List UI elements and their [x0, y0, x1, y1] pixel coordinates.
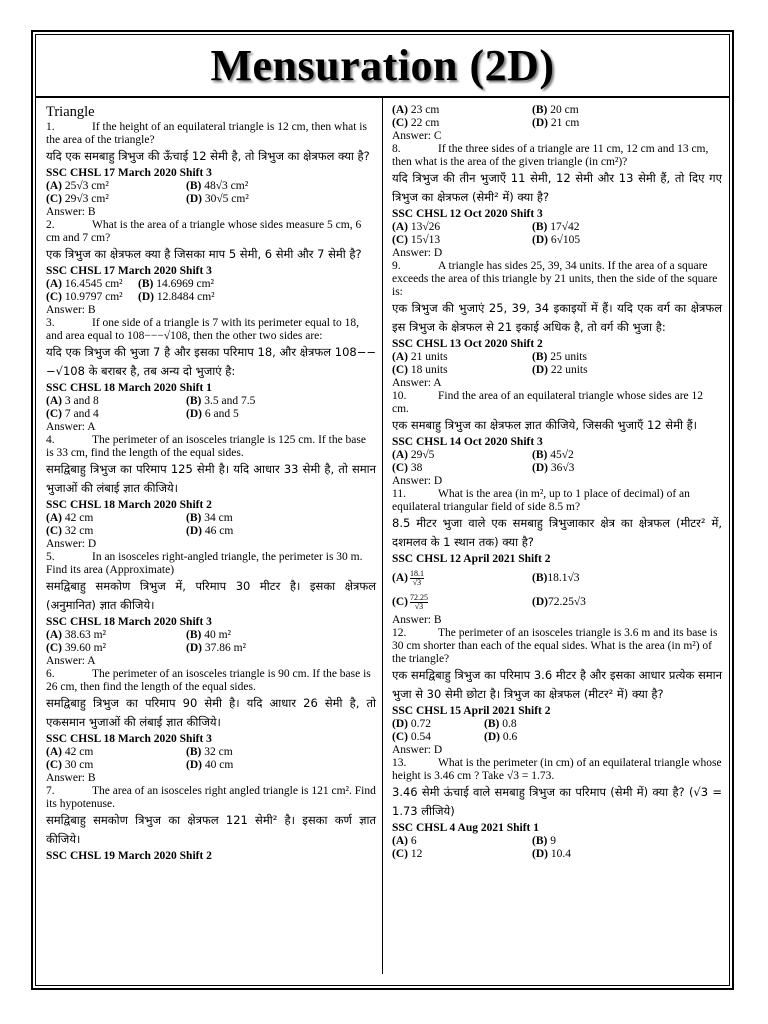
option	[46, 525, 186, 538]
option-value: 3.5 and 7.5	[204, 395, 256, 407]
option-label: (B)	[532, 449, 548, 461]
question-block	[46, 219, 376, 317]
exam-source: SSC CHSL 17 March 2020 Shift 3	[46, 167, 212, 179]
question-text-hi: यदि एक समबाहु त्रिभुज की ऊँचाई 12 सेमी है, तो त्रिभुज का क्षेत्रफल क्या है?	[46, 149, 370, 163]
question-en: Find the area of an equilateral triangle whose sides are 12 cm.	[392, 390, 704, 415]
option	[46, 180, 186, 193]
question-number: 7.	[46, 785, 55, 797]
option-label: (C)	[392, 364, 408, 376]
option-value: 0.54	[410, 731, 431, 743]
question-number: 4.	[46, 434, 55, 446]
option-value: 21 units	[410, 351, 448, 363]
option-value: 23 cm	[410, 104, 440, 116]
option-value: 39.60 m²	[64, 642, 106, 654]
option-label: (A)	[392, 835, 408, 847]
question-block	[392, 143, 722, 260]
question-text-en	[392, 757, 722, 783]
option	[186, 408, 376, 421]
option-value: 30√5 cm²	[204, 193, 249, 205]
option	[46, 408, 186, 421]
option-value: 10.4	[550, 848, 571, 860]
option-label: (A)	[392, 449, 408, 461]
fraction	[410, 570, 424, 587]
option-value: 20 cm	[550, 104, 579, 116]
option-label: (D)	[532, 462, 548, 474]
option-label: (A)	[392, 351, 408, 363]
question-en: In an isosceles right-angled triangle, the perimeter is 30 m. Find its area (Approximate)	[46, 551, 363, 576]
option	[138, 278, 378, 291]
option	[186, 512, 376, 525]
question-text-en	[46, 219, 376, 245]
option-value: 6	[410, 835, 417, 847]
options-grid	[392, 351, 722, 377]
answer-line: Answer: B	[46, 304, 96, 316]
question-en: A triangle has sides 25, 39, 34 units. If the area of a square exceeds the area of this triangle by 21 units, then the side of the square is:	[392, 260, 718, 298]
option-value: 6√105	[550, 234, 581, 246]
option	[138, 291, 378, 304]
option-label: (C)	[392, 595, 408, 608]
option	[186, 759, 376, 772]
fraction	[410, 594, 428, 611]
option	[392, 449, 532, 462]
option	[46, 629, 186, 642]
option-label: (D)	[532, 234, 548, 246]
option-value: 0.6	[502, 731, 518, 743]
option-value: 10.9797 cm²	[64, 291, 123, 303]
option-label: (C)	[392, 462, 408, 474]
question-number: 2.	[46, 219, 55, 231]
option-value: 42 cm	[64, 512, 94, 524]
question-number: 13.	[392, 757, 407, 769]
option-value: 29√3 cm²	[64, 193, 109, 205]
option-label: (C)	[46, 291, 62, 303]
option-label: (B)	[532, 571, 548, 584]
question-block	[392, 757, 722, 861]
option	[186, 180, 376, 193]
question-number: 5.	[46, 551, 55, 563]
option-value: 21 cm	[550, 117, 580, 129]
option	[532, 117, 722, 130]
option	[532, 104, 722, 117]
exam-source: SSC CHSL 18 March 2020 Shift 2	[46, 499, 212, 511]
question-text-en	[46, 668, 376, 694]
option	[392, 364, 532, 377]
answer-line: Answer: B	[46, 206, 96, 218]
option-value: 46 cm	[204, 525, 234, 537]
option-label: (A)	[46, 395, 62, 407]
question-text-en	[392, 143, 722, 169]
option-value: 15√13	[410, 234, 441, 246]
question-text-en	[392, 488, 722, 514]
exam-source: SSC CHSL 18 March 2020 Shift 3	[46, 616, 212, 628]
numerator: 72.25	[409, 592, 428, 602]
exam-source: SSC CHSL 17 March 2020 Shift 3	[46, 265, 212, 277]
option-label: (A)	[392, 571, 408, 584]
question-number: 6.	[46, 668, 55, 680]
option-label: (A)	[46, 512, 62, 524]
option-value: 6 and 5	[204, 408, 239, 420]
question-text-en	[392, 627, 722, 666]
option	[46, 278, 138, 291]
right-column	[392, 104, 722, 861]
option-value: 29√5	[410, 449, 435, 461]
option-label: (D)	[532, 848, 548, 860]
options-grid	[46, 180, 376, 206]
question-block	[392, 260, 722, 390]
option	[532, 351, 722, 364]
option	[186, 629, 376, 642]
question-en: If the height of an equilateral triangle is 12 cm, then what is the area of the triangle?	[46, 121, 367, 146]
exam-source: SSC CHSL 4 Aug 2021 Shift 1	[392, 822, 539, 834]
option-value: 38.63 m²	[64, 629, 106, 641]
question-en: What is the area (in m², up to 1 place of decimal) of an equilateral triangular field of side 8.5 m?	[392, 488, 690, 513]
exam-source: SSC CHSL 19 March 2020 Shift 2	[46, 850, 212, 862]
option-value: 25√3 cm²	[64, 180, 109, 192]
option-label: (D)	[186, 193, 202, 205]
question-number: 11.	[392, 488, 406, 500]
option-value: 38	[410, 462, 423, 474]
option	[532, 364, 722, 377]
question-text-hi: यदि त्रिभुज की तीन भुजाएँ 11 सेमी, 12 सेमी और 13 सेमी हैं, तो दिए गए त्रिभुज का क्षेत्रफल (सेमी² में) क्या है?	[392, 171, 722, 204]
options-grid	[46, 746, 376, 772]
option-label: (B)	[138, 278, 154, 290]
question-text-en	[392, 260, 722, 299]
option-value: 0.72	[410, 718, 431, 730]
option	[46, 395, 186, 408]
option	[46, 193, 186, 206]
question-text-hi: एक समद्विबाहु त्रिभुज का परिमाप 3.6 मीटर है और इसका आधार प्रत्येक समान भुजा से 30 सेमी छोटा है। त्रिभुज का क्षेत्रफल (मीटर² में) क्या है?	[392, 668, 722, 701]
question-text-hi: एक त्रिभुज का क्षेत्रफल क्या है जिसका माप 5 सेमी, 6 सेमी और 7 सेमी है?	[46, 247, 362, 261]
options-grid	[392, 449, 722, 475]
option	[186, 642, 376, 655]
question-text-en	[46, 434, 376, 460]
option-label: (B)	[186, 395, 202, 407]
option-label: (D)	[532, 117, 548, 129]
answer-line: Answer: B	[392, 614, 442, 626]
option-label: (D)	[532, 364, 548, 376]
answer-line: Answer: C	[392, 130, 442, 142]
option	[532, 462, 722, 475]
question-block	[392, 627, 722, 757]
title-band	[35, 34, 730, 98]
denominator: √3	[414, 601, 424, 611]
option-value: 14.6969 cm²	[156, 278, 214, 290]
option-label: (D)	[532, 595, 548, 608]
option	[46, 746, 186, 759]
option	[186, 746, 376, 759]
question-en: What is the perimeter (in cm) of an equilateral triangle whose height is 3.46 cm ? Take √3 = 1.73.	[392, 757, 722, 782]
option-value: 0.8	[502, 718, 517, 730]
option	[392, 104, 532, 117]
option	[484, 718, 724, 731]
option	[392, 117, 532, 130]
question-block	[46, 434, 376, 551]
option	[186, 193, 376, 206]
option-value: 18 units	[410, 364, 448, 376]
option-value: 32 cm	[64, 525, 94, 537]
question-en: If one side of a triangle is 7 with its perimeter equal to 18, and area equal to 108−−−√108, then the other two sides are:	[46, 317, 359, 342]
options-grid	[392, 718, 722, 744]
option-value: 18.1√3	[547, 571, 580, 584]
answer-line: Answer: D	[392, 475, 443, 487]
option-label: (B)	[484, 718, 500, 730]
column-divider	[382, 98, 383, 974]
option-label: (C)	[392, 848, 408, 860]
option-label: (D)	[186, 642, 202, 654]
option	[392, 731, 484, 744]
question-block	[46, 317, 376, 434]
exam-source: SSC CHSL 13 Oct 2020 Shift 2	[392, 338, 543, 350]
option	[392, 718, 484, 731]
answer-line: Answer: D	[46, 538, 97, 550]
exam-source: SSC CHSL 12 April 2021 Shift 2	[392, 553, 551, 565]
options-grid	[392, 835, 722, 861]
option-label: (B)	[532, 221, 548, 233]
option-label: (A)	[46, 746, 62, 758]
option-label: (A)	[46, 180, 62, 192]
option-value: 32 cm	[204, 746, 233, 758]
option-value: 40 m²	[204, 629, 231, 641]
option-value: 9	[550, 835, 556, 847]
question-block	[46, 121, 376, 219]
option-label: (B)	[186, 746, 202, 758]
question-text-hi: समद्विबाहु समकोण त्रिभुज का क्षेत्रफल 121 सेमी² है। इसका कर्ण ज्ञात कीजिये।	[46, 813, 376, 846]
option-value: 12.8484 cm²	[156, 291, 215, 303]
option-value: 3 and 8	[64, 395, 99, 407]
answer-line: Answer: B	[46, 772, 96, 784]
option-label: (A)	[46, 629, 62, 641]
option	[532, 449, 722, 462]
answer-line: Answer: A	[392, 377, 442, 389]
option-value: 12	[410, 848, 423, 860]
option-value: 30 cm	[64, 759, 94, 771]
question-text-hi: यदि एक त्रिभुज की भुजा 7 है और इसका परिमाप 18, और क्षेत्रफल 108−−−√108 के बराबर है, तब अन्य दो भुजाएं है:	[46, 345, 376, 378]
option-label: (D)	[186, 408, 202, 420]
option	[392, 462, 532, 475]
option-label: (A)	[392, 104, 408, 116]
denominator: √3	[412, 577, 422, 587]
question-text-en	[46, 317, 376, 343]
question-text-hi: एक समबाहु त्रिभुज का क्षेत्रफल ज्ञात कीजिये, जिसकी भुजाएँ 12 सेमी हैं।	[392, 418, 698, 432]
numerator: 18.1	[409, 568, 424, 578]
option	[532, 848, 722, 861]
question-en: If the three sides of a triangle are 11 cm, 12 cm and 13 cm, then what is the area of the given triangle (in cm²)?	[392, 143, 709, 168]
question-number: 8.	[392, 143, 401, 155]
option	[532, 590, 722, 614]
option	[532, 835, 722, 848]
option-value: 72.25√3	[547, 595, 586, 608]
option-label: (C)	[46, 408, 62, 420]
option	[484, 731, 724, 744]
question-en: The perimeter of an isosceles triangle is 90 cm. If the base is 26 cm, then find the length of the equal sides.	[46, 668, 371, 693]
answer-line: Answer: D	[392, 744, 443, 756]
option	[392, 590, 532, 614]
option-label: (B)	[532, 104, 548, 116]
option-label: (B)	[186, 512, 202, 524]
option-value: 13√26	[410, 221, 441, 233]
section-heading: Triangle	[46, 104, 95, 120]
question-number: 1.	[46, 121, 55, 133]
question-text-hi: 3.46 सेमी ऊंचाई वाले समबाहु त्रिभुज का परिमाप (सेमी में) क्या है? (√3 = 1.73 लीजिये)	[392, 785, 722, 818]
exam-source: SSC CHSL 18 March 2020 Shift 3	[46, 733, 212, 745]
option-value: 36√3	[550, 462, 575, 474]
option-value: 25 units	[550, 351, 587, 363]
option	[392, 848, 532, 861]
option	[46, 512, 186, 525]
option-label: (C)	[392, 731, 408, 743]
option	[532, 566, 722, 590]
option	[46, 291, 138, 304]
question-en: The perimeter of an isosceles triangle is 125 cm. If the base is 33 cm, find the length of the equal sides.	[46, 434, 366, 459]
option	[46, 759, 186, 772]
question-text-hi: समद्विबाहु त्रिभुज का परिमाप 90 सेमी है। यदि आधार 26 सेमी है, तो एकसमान भुजाओं की लंबाई ज्ञात कीजिये।	[46, 696, 376, 729]
question-block	[46, 785, 376, 863]
question-text-hi: एक त्रिभुज की भुजाएं 25, 39, 34 इकाइयों में हैं। यदि एक वर्ग का क्षेत्रफल इस त्रिभुज के क्षेत्रफल से 21 इकाई अधिक है, तो वर्ग की भुजा है:	[392, 301, 722, 334]
option	[532, 234, 722, 247]
question-text-en	[46, 785, 376, 811]
option-label: (C)	[392, 234, 408, 246]
option-label: (D)	[392, 718, 408, 730]
answer-line: Answer: D	[392, 247, 443, 259]
question-block	[46, 551, 376, 668]
options-grid	[46, 278, 376, 304]
option	[392, 566, 532, 590]
option-value: 34 cm	[204, 512, 233, 524]
left-column	[46, 104, 376, 863]
option-label: (A)	[392, 221, 408, 233]
question-text-en	[46, 551, 376, 577]
option-label: (D)	[186, 759, 202, 771]
exam-source: SSC CHSL 18 March 2020 Shift 1	[46, 382, 212, 394]
exam-source: SSC CHSL 15 April 2021 Shift 2	[392, 705, 551, 717]
question-text-hi: समद्विबाहु समकोण त्रिभुज में, परिमाप 30 मीटर है। इसका क्षेत्रफल (अनुमानित) ज्ञात कीजिये।	[46, 579, 376, 612]
question-number: 10.	[392, 390, 407, 402]
option	[392, 221, 532, 234]
option	[186, 525, 376, 538]
question-en: The perimeter of an isosceles triangle is 3.6 m and its base is 30 cm shorter than each of the equal sides. What is the area (in m²) of the triangle?	[392, 627, 718, 665]
question-number: 12.	[392, 627, 407, 639]
option-value: 7 and 4	[64, 408, 99, 420]
exam-source: SSC CHSL 12 Oct 2020 Shift 3	[392, 208, 543, 220]
option	[392, 234, 532, 247]
option-value: 42 cm	[64, 746, 94, 758]
question-text-en	[46, 121, 376, 147]
option-value: 45√2	[550, 449, 574, 461]
option	[392, 835, 532, 848]
options-grid	[392, 221, 722, 247]
question-text-hi: समद्विबाहु त्रिभुज का परिमाप 125 सेमी है। यदि आधार 33 सेमी है, तो समान भुजाओं की लंबाई ज्ञात कीजिये।	[46, 462, 376, 495]
option-label: (C)	[46, 759, 62, 771]
option	[532, 221, 722, 234]
question-number: 9.	[392, 260, 401, 272]
question-text-hi: 8.5 मीटर भुजा वाले एक समबाहु त्रिभुजाकार क्षेत्र का क्षेत्रफल (मीटर² में, दशमलव के 1 स्थान तक) क्या है?	[392, 516, 722, 549]
option-label: (D)	[138, 291, 154, 303]
option-value: 48√3 cm²	[204, 180, 249, 192]
question-block	[392, 390, 722, 488]
question-block	[392, 488, 722, 627]
option-label: (B)	[532, 351, 548, 363]
option	[46, 642, 186, 655]
question-text-en	[392, 390, 722, 416]
options-grid	[392, 566, 722, 614]
question-number: 3.	[46, 317, 55, 329]
option-label: (B)	[532, 835, 548, 847]
option-label: (A)	[46, 278, 62, 290]
option-value: 17√42	[550, 221, 580, 233]
answer-line: Answer: A	[46, 421, 96, 433]
option-label: (C)	[392, 117, 408, 129]
option-label: (D)	[484, 731, 500, 743]
question-block	[46, 668, 376, 785]
options-grid	[46, 629, 376, 655]
option-label: (C)	[46, 525, 62, 537]
option	[186, 395, 376, 408]
question-en: What is the area of a triangle whose sides measure 5 cm, 6 cm and 7 cm?	[46, 219, 362, 244]
question-en: The area of an isosceles right angled triangle is 121 cm². Find its hypotenuse.	[46, 785, 376, 810]
option-label: (D)	[186, 525, 202, 537]
option-value: 16.4545 cm²	[64, 278, 123, 290]
option-label: (B)	[186, 629, 202, 641]
option-value: 37.86 m²	[204, 642, 246, 654]
option-label: (C)	[46, 193, 62, 205]
option-label: (B)	[186, 180, 202, 192]
options-grid	[46, 395, 376, 421]
options-grid	[392, 104, 722, 130]
option-value: 40 cm	[204, 759, 234, 771]
option-value: 22 units	[550, 364, 588, 376]
option-value: 22 cm	[410, 117, 440, 129]
options-grid	[46, 512, 376, 538]
answer-line: Answer: A	[46, 655, 96, 667]
page-title: Mensuration (2D)	[210, 40, 555, 90]
exam-source: SSC CHSL 14 Oct 2020 Shift 3	[392, 436, 543, 448]
option-label: (C)	[46, 642, 62, 654]
option	[392, 351, 532, 364]
